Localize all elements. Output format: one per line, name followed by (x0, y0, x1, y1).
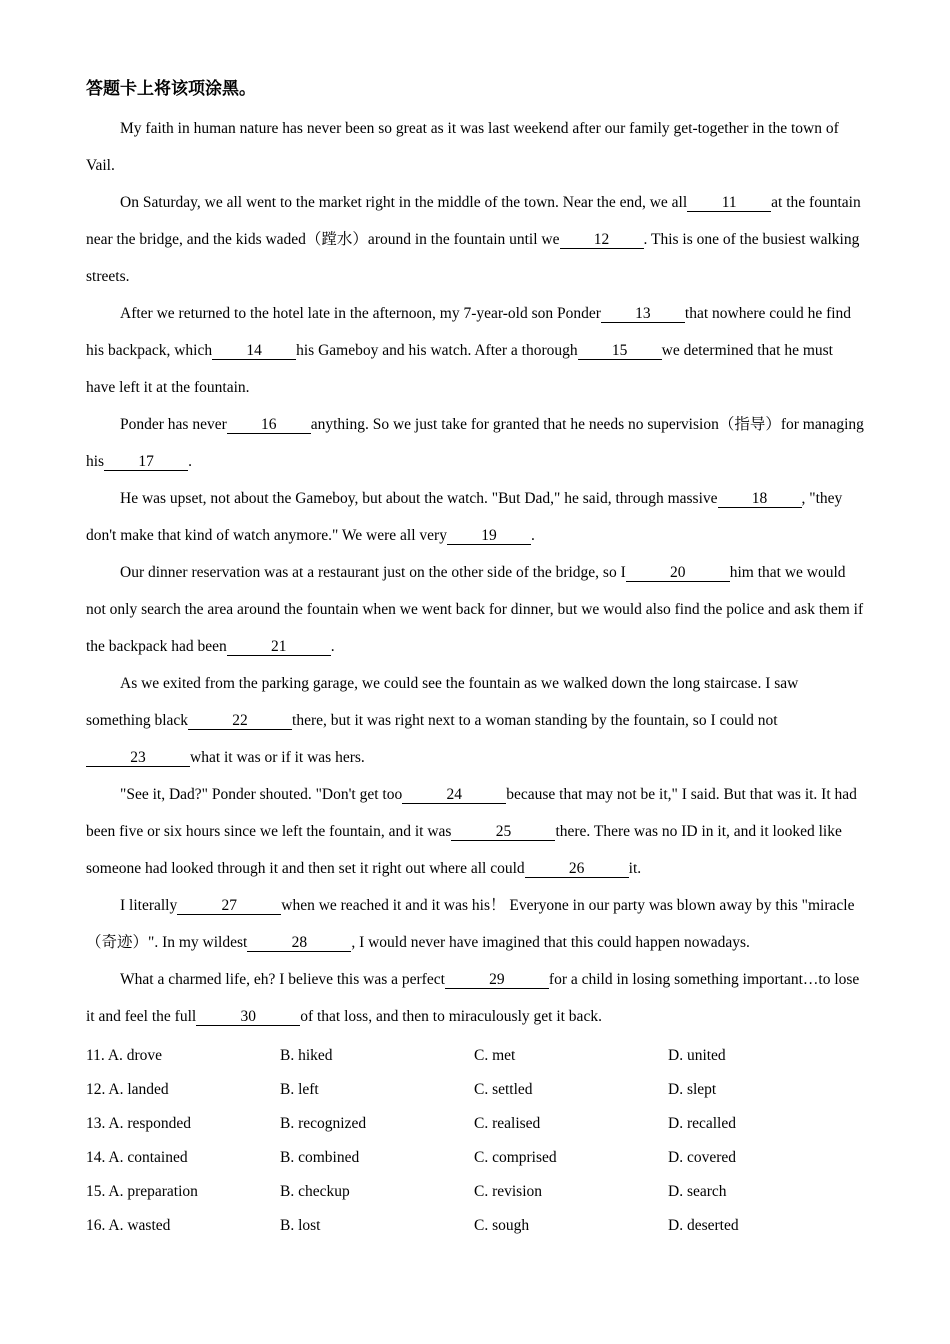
blank-24: 24 (402, 786, 506, 804)
blank-25: 25 (451, 823, 555, 841)
option-row-15 (86, 1175, 866, 1209)
option-d: D. covered (668, 1149, 736, 1166)
option-a: 12. A. landed (86, 1081, 169, 1098)
option-c: C. comprised (474, 1149, 557, 1166)
option-row-14 (86, 1141, 866, 1175)
paragraph-8: "See it, Dad?" Ponder shouted. "Don't get too 24 because that may not be it," I said. But that was it. It had been five or six hours since we left the fountain, and it was 25 there. There was no ID in it, and it looked like someone had looked through it and then set it right out where all could 26 it. (86, 786, 857, 877)
blank-21: 21 (227, 638, 331, 656)
answer-options (86, 1039, 866, 1243)
paragraph-4: Ponder has never 16 anything. So we just take for granted that he needs no supervision（指导）for managing his 17 . (86, 416, 864, 470)
blank-18: 18 (718, 490, 802, 508)
option-row-16 (86, 1209, 866, 1243)
blank-19: 19 (447, 527, 531, 545)
paragraph-10: What a charmed life, eh? I believe this was a perfect 29 for a child in losing something important…to lose it and feel the full 30 of that loss, and then to miraculously get it back. (86, 971, 860, 1025)
blank-22: 22 (188, 712, 292, 730)
option-d: D. slept (668, 1081, 717, 1098)
paragraph-1: My faith in human nature has never been so great as it was last weekend after our family get-together in the town of Vail. (86, 120, 839, 174)
option-b: B. left (280, 1081, 319, 1098)
blank-12: 12 (560, 231, 644, 249)
paragraph-3: After we returned to the hotel late in the afternoon, my 7-year-old son Ponder 13 that nowhere could he find his backpack, which 14 his Gameboy and his watch. After a thorough 15 we determined that he must have left it at the fountain. (86, 305, 852, 396)
option-c: C. realised (474, 1115, 541, 1132)
paragraph-9: I literally 27 when we reached it and it was his！ Everyone in our party was blown away by this "miracle（奇迹）". In my wildest 28 , I would never have imagined that this could happen nowadays. (86, 897, 855, 951)
blank-28: 28 (247, 934, 351, 952)
option-b: B. combined (280, 1149, 360, 1166)
option-c: C. revision (474, 1183, 543, 1200)
section-instruction: 答题卡上将该项涂黑。 (86, 79, 256, 99)
option-d: D. deserted (668, 1217, 739, 1234)
option-row-11 (86, 1039, 866, 1073)
blank-13: 13 (601, 305, 685, 323)
blank-14: 14 (212, 342, 296, 360)
option-a: 15. A. preparation (86, 1183, 198, 1200)
blank-23: 23 (86, 749, 190, 767)
option-a: 14. A. contained (86, 1149, 188, 1166)
paragraph-6: Our dinner reservation was at a restaurant just on the other side of the bridge, so I 20 him that we would not only search the area around the fountain when we went back for dinner, but we would also find the police and ask them if the backpack had been 21 . (86, 564, 864, 655)
option-row-13 (86, 1107, 866, 1141)
option-a: 16. A. wasted (86, 1217, 171, 1234)
document-page (86, 76, 866, 1243)
option-c: C. settled (474, 1081, 533, 1098)
blank-27: 27 (177, 897, 281, 915)
blank-16: 16 (227, 416, 311, 434)
blank-15: 15 (578, 342, 662, 360)
option-b: B. hiked (280, 1047, 333, 1064)
blank-11: 11 (687, 194, 771, 212)
blank-17: 17 (104, 453, 188, 471)
option-a: 11. A. drove (86, 1047, 163, 1064)
option-d: D. united (668, 1047, 726, 1064)
option-c: C. met (474, 1047, 516, 1064)
option-b: B. recognized (280, 1115, 367, 1132)
option-b: B. lost (280, 1217, 321, 1234)
option-row-12 (86, 1073, 866, 1107)
blank-29: 29 (445, 971, 549, 989)
paragraph-2: On Saturday, we all went to the market right in the middle of the town. Near the end, we all 11 at the fountain near the bridge, and the kids waded（蹚水）around in the fountain until we 12 . This is one of the busiest walking streets. (86, 194, 861, 285)
paragraph-7: As we exited from the parking garage, we could see the fountain as we walked down the long staircase. I saw something black 22 there, but it was right next to a woman standing by the fountain, so I could not23 what it was or if it was hers. (86, 675, 799, 766)
blank-26: 26 (525, 860, 629, 878)
option-c: C. sough (474, 1217, 530, 1234)
blank-20: 20 (626, 564, 730, 582)
option-a: 13. A. responded (86, 1115, 192, 1132)
paragraph-5: He was upset, not about the Gameboy, but about the watch. "But Dad," he said, through massive 18 , "they don't make that kind of watch anymore." We were all very 19 . (86, 490, 843, 544)
option-d: D. recalled (668, 1115, 736, 1132)
option-d: D. search (668, 1183, 727, 1200)
blank-30: 30 (196, 1008, 300, 1026)
option-b: B. checkup (280, 1183, 350, 1200)
